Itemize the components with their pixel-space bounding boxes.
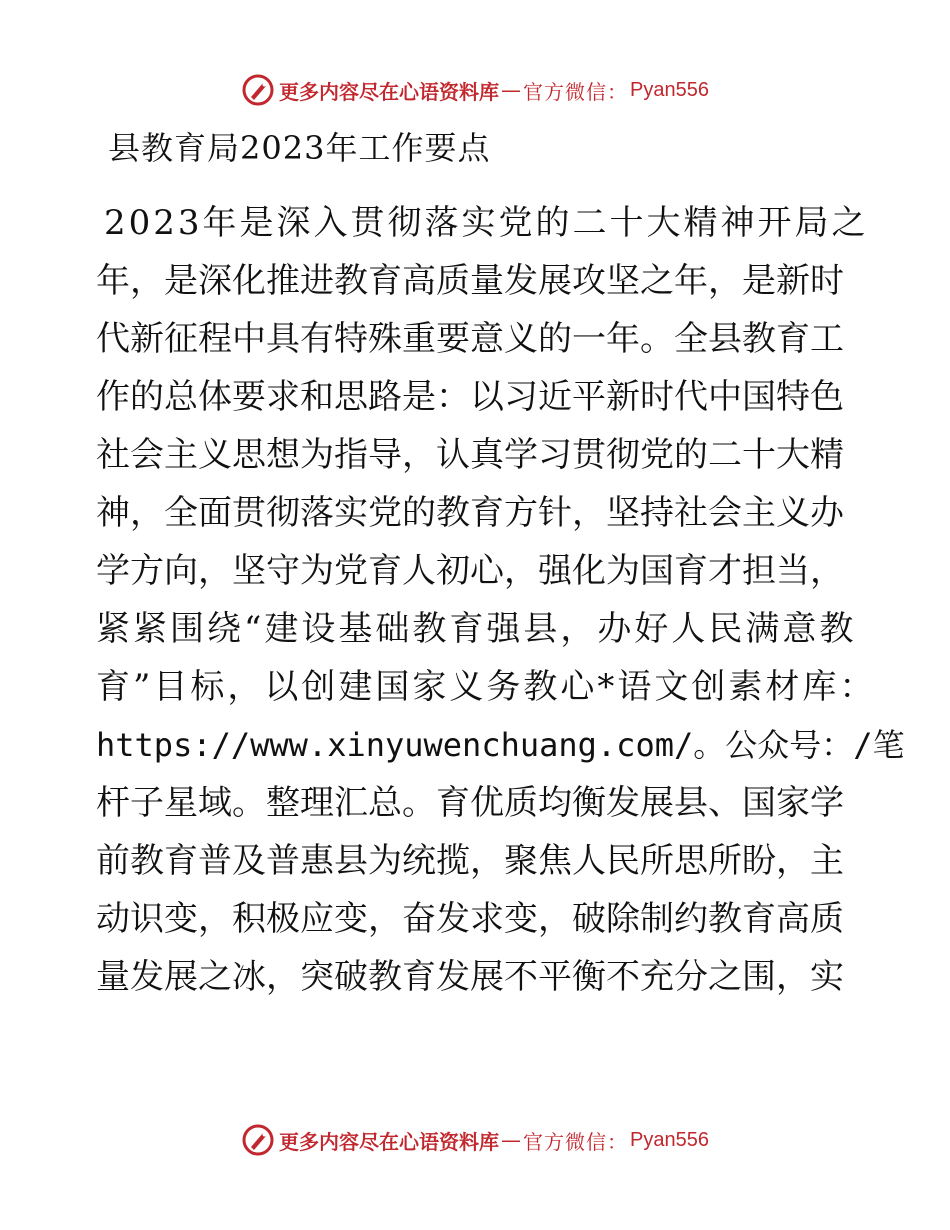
body-line: 神，全面贯彻落实党的教育方针，坚持社会主义办 bbox=[96, 493, 844, 533]
body-line: 紧紧围绕“建设基础教育强县，办好人民满意教 bbox=[96, 609, 857, 649]
body-line-url: https://www.xinyuwenchuang.com/。公众号：/笔 bbox=[96, 726, 905, 764]
body-line: 社会主义思想为指导，认真学习贯彻党的二十大精 bbox=[96, 435, 844, 475]
body-line: 年，是深化推进教育高质量发展攻坚之年，是新时 bbox=[96, 261, 844, 301]
body-line: 2023年是深入贯彻落实党的二十大精神开局之 bbox=[104, 203, 869, 243]
pen-nib-logo-icon bbox=[241, 1123, 275, 1157]
header-watermark bbox=[0, 70, 950, 110]
watermark-wechat-label: 官方微信： bbox=[523, 79, 629, 104]
body-line: 育”目标，以创建国家义务教心*语文创素材库： bbox=[96, 667, 877, 707]
watermark-lead-text: 更多内容尽在心语资料库 bbox=[279, 79, 500, 104]
watermark-dash: — bbox=[501, 1128, 522, 1152]
watermark-wechat-label: 官方微信： bbox=[523, 1129, 629, 1154]
body-line: 动识变，积极应变，奋发求变，破除制约教育高质 bbox=[96, 899, 844, 939]
watermark-wechat-handle: Pyan556 bbox=[630, 1128, 709, 1151]
document-body bbox=[96, 194, 905, 1006]
body-line: 学方向，坚守为党育人初心，强化为国育才担当， bbox=[96, 551, 844, 591]
body-line: 前教育普及普惠县为统揽，聚焦人民所思所盼，主 bbox=[96, 841, 844, 881]
body-line: 代新征程中具有特殊重要意义的一年。全县教育工 bbox=[96, 319, 844, 359]
watermark-wechat-handle: Pyan556 bbox=[630, 78, 709, 101]
body-line: 杆子星域。整理汇总。育优质均衡发展县、国家学 bbox=[96, 783, 844, 823]
footer-watermark bbox=[0, 1120, 950, 1160]
body-line: 作的总体要求和思路是：以习近平新时代中国特色 bbox=[96, 377, 844, 417]
watermark-dash: — bbox=[501, 78, 522, 102]
pen-nib-logo-icon bbox=[241, 73, 275, 107]
body-line: 量发展之冰，突破教育发展不平衡不充分之围，实 bbox=[96, 957, 844, 997]
document-title: 县教育局2023年工作要点 bbox=[108, 129, 491, 167]
watermark-lead-text: 更多内容尽在心语资料库 bbox=[279, 1129, 500, 1154]
